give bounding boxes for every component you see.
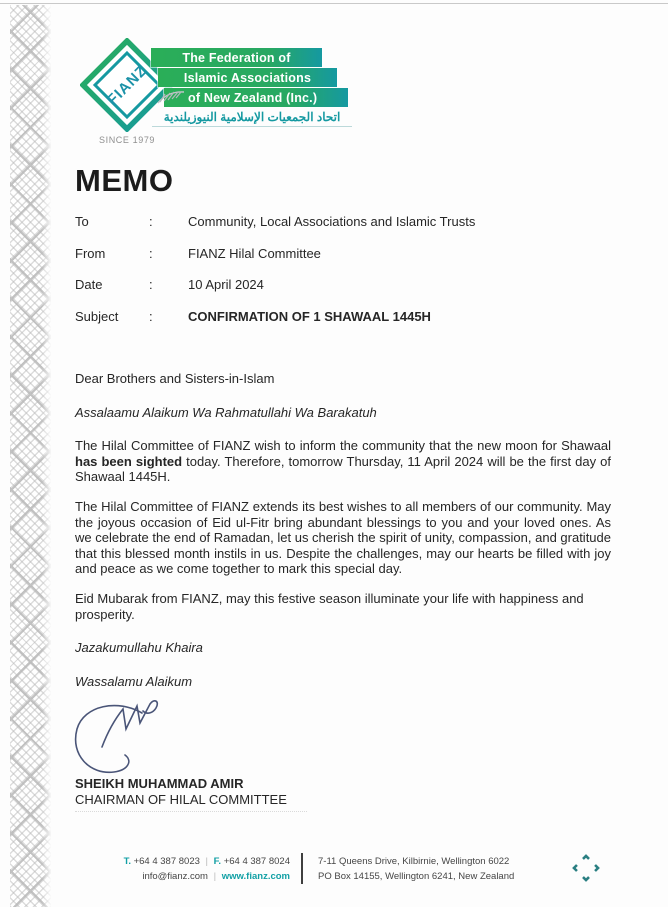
footer-phone-line	[70, 854, 290, 869]
footer-web-line	[70, 869, 290, 884]
to-value: Community, Local Associations and Islamic Trusts	[188, 214, 476, 229]
email-text: info@fianz.com	[142, 871, 208, 882]
footer-pipe2: |	[213, 871, 217, 882]
footer-pipe: |	[205, 856, 209, 867]
banner-line3	[164, 88, 348, 107]
signer-name: SHEIKH MUHAMMAD AMIR	[75, 776, 244, 791]
decorative-weave-pattern	[10, 5, 51, 907]
para1-pre: The Hilal Committee of FIANZ wish to inform the community that the new moon for Shawaal	[75, 438, 611, 453]
closing-wassalamu: Wassalamu Alaikum	[75, 673, 193, 689]
paragraph-eid-mubarak: Eid Mubarak from FIANZ, may this festive season illuminate your life with happiness and prosperity.	[75, 591, 584, 622]
banner-line1-text: The Federation of	[182, 50, 291, 65]
salutation: Dear Brothers and Sisters-in-Islam	[75, 371, 275, 386]
fax-label: F.	[213, 856, 222, 867]
banner-line2-text: Islamic Associations	[183, 70, 312, 85]
fianz-acronym: FIANZ	[103, 61, 151, 109]
footer-address	[318, 854, 548, 884]
from-value: FIANZ Hilal Committee	[188, 245, 321, 261]
meta-row-date	[75, 277, 610, 292]
arabic-name	[152, 107, 352, 127]
phone-label: T.	[123, 856, 131, 867]
paragraph-eid-wishes: The Hilal Committee of FIANZ extends its best wishes to all members of our community. May the joyous occasion of Eid ul-Fitr bring abundant blessings to you and your loved ones. As we celebrate the end of Ramadan, let us cherish the spirit of unity, compassion, and gratitude that this blessed month instils in us. Despite the challenges, may our hearts be filled with joy and peace as we come together to mark this special day.	[75, 499, 611, 576]
fax-number: +64 4 387 8024	[223, 856, 290, 867]
date-colon: :	[149, 277, 153, 292]
closing-jazakumullahu: Jazakumullahu Khaira	[75, 640, 203, 655]
letter-body	[75, 371, 611, 704]
subject-colon: :	[149, 308, 153, 324]
banner-line2	[158, 68, 337, 87]
page-top-edge	[0, 3, 668, 4]
address-line2: PO Box 14155, Wellington 6241, New Zealand	[318, 871, 515, 882]
website-text: www.fianz.com	[221, 871, 290, 882]
meta-row-to	[75, 214, 610, 229]
footer-divider	[301, 853, 303, 884]
date-value: 10 April 2024	[188, 277, 264, 292]
banner-line3-text: of New Zealand (Inc.)	[188, 90, 318, 105]
footer-diamond-icon	[570, 852, 602, 889]
para1-bold: has been sighted	[75, 453, 183, 469]
faint-fold-line	[75, 811, 307, 812]
para1-post: today. Therefore, tomorrow Thursday, 11 April 2024 will be the first day of Shawaal 1445H.	[75, 453, 611, 484]
memo-meta	[75, 214, 610, 340]
from-colon: :	[149, 245, 153, 261]
handwritten-signature	[68, 697, 188, 784]
memo-title: MEMO	[75, 163, 174, 198]
since-1979-label: SINCE 1979	[99, 135, 156, 145]
subject-value: CONFIRMATION OF 1 SHAWAAL 1445H	[188, 308, 431, 324]
from-label: From	[75, 245, 106, 261]
silver-fern-icon	[156, 88, 186, 108]
meta-row-from	[75, 246, 610, 261]
phone-number: +64 4 387 8023	[133, 856, 200, 867]
to-label: To	[75, 214, 89, 229]
islamic-greeting: Assalaamu Alaikum Wa Rahmatullahi Wa Barakatuh	[75, 404, 377, 420]
banner-line1	[151, 48, 322, 67]
date-label: Date	[75, 277, 103, 292]
paragraph-moon-sighting	[75, 438, 611, 485]
address-line1: 7-11 Queens Drive, Kilbirnie, Wellington 6022	[318, 856, 510, 867]
to-colon: :	[149, 214, 153, 229]
meta-row-subject	[75, 309, 610, 324]
subject-label: Subject	[75, 308, 119, 324]
arabic-name-text: اتحاد الجمعيات الإسلامية النيوزيلندية	[163, 109, 341, 124]
footer-contact	[70, 854, 290, 884]
signer-block	[75, 776, 287, 807]
signer-title: CHAIRMAN OF HILAL COMMITTEE	[75, 791, 287, 807]
